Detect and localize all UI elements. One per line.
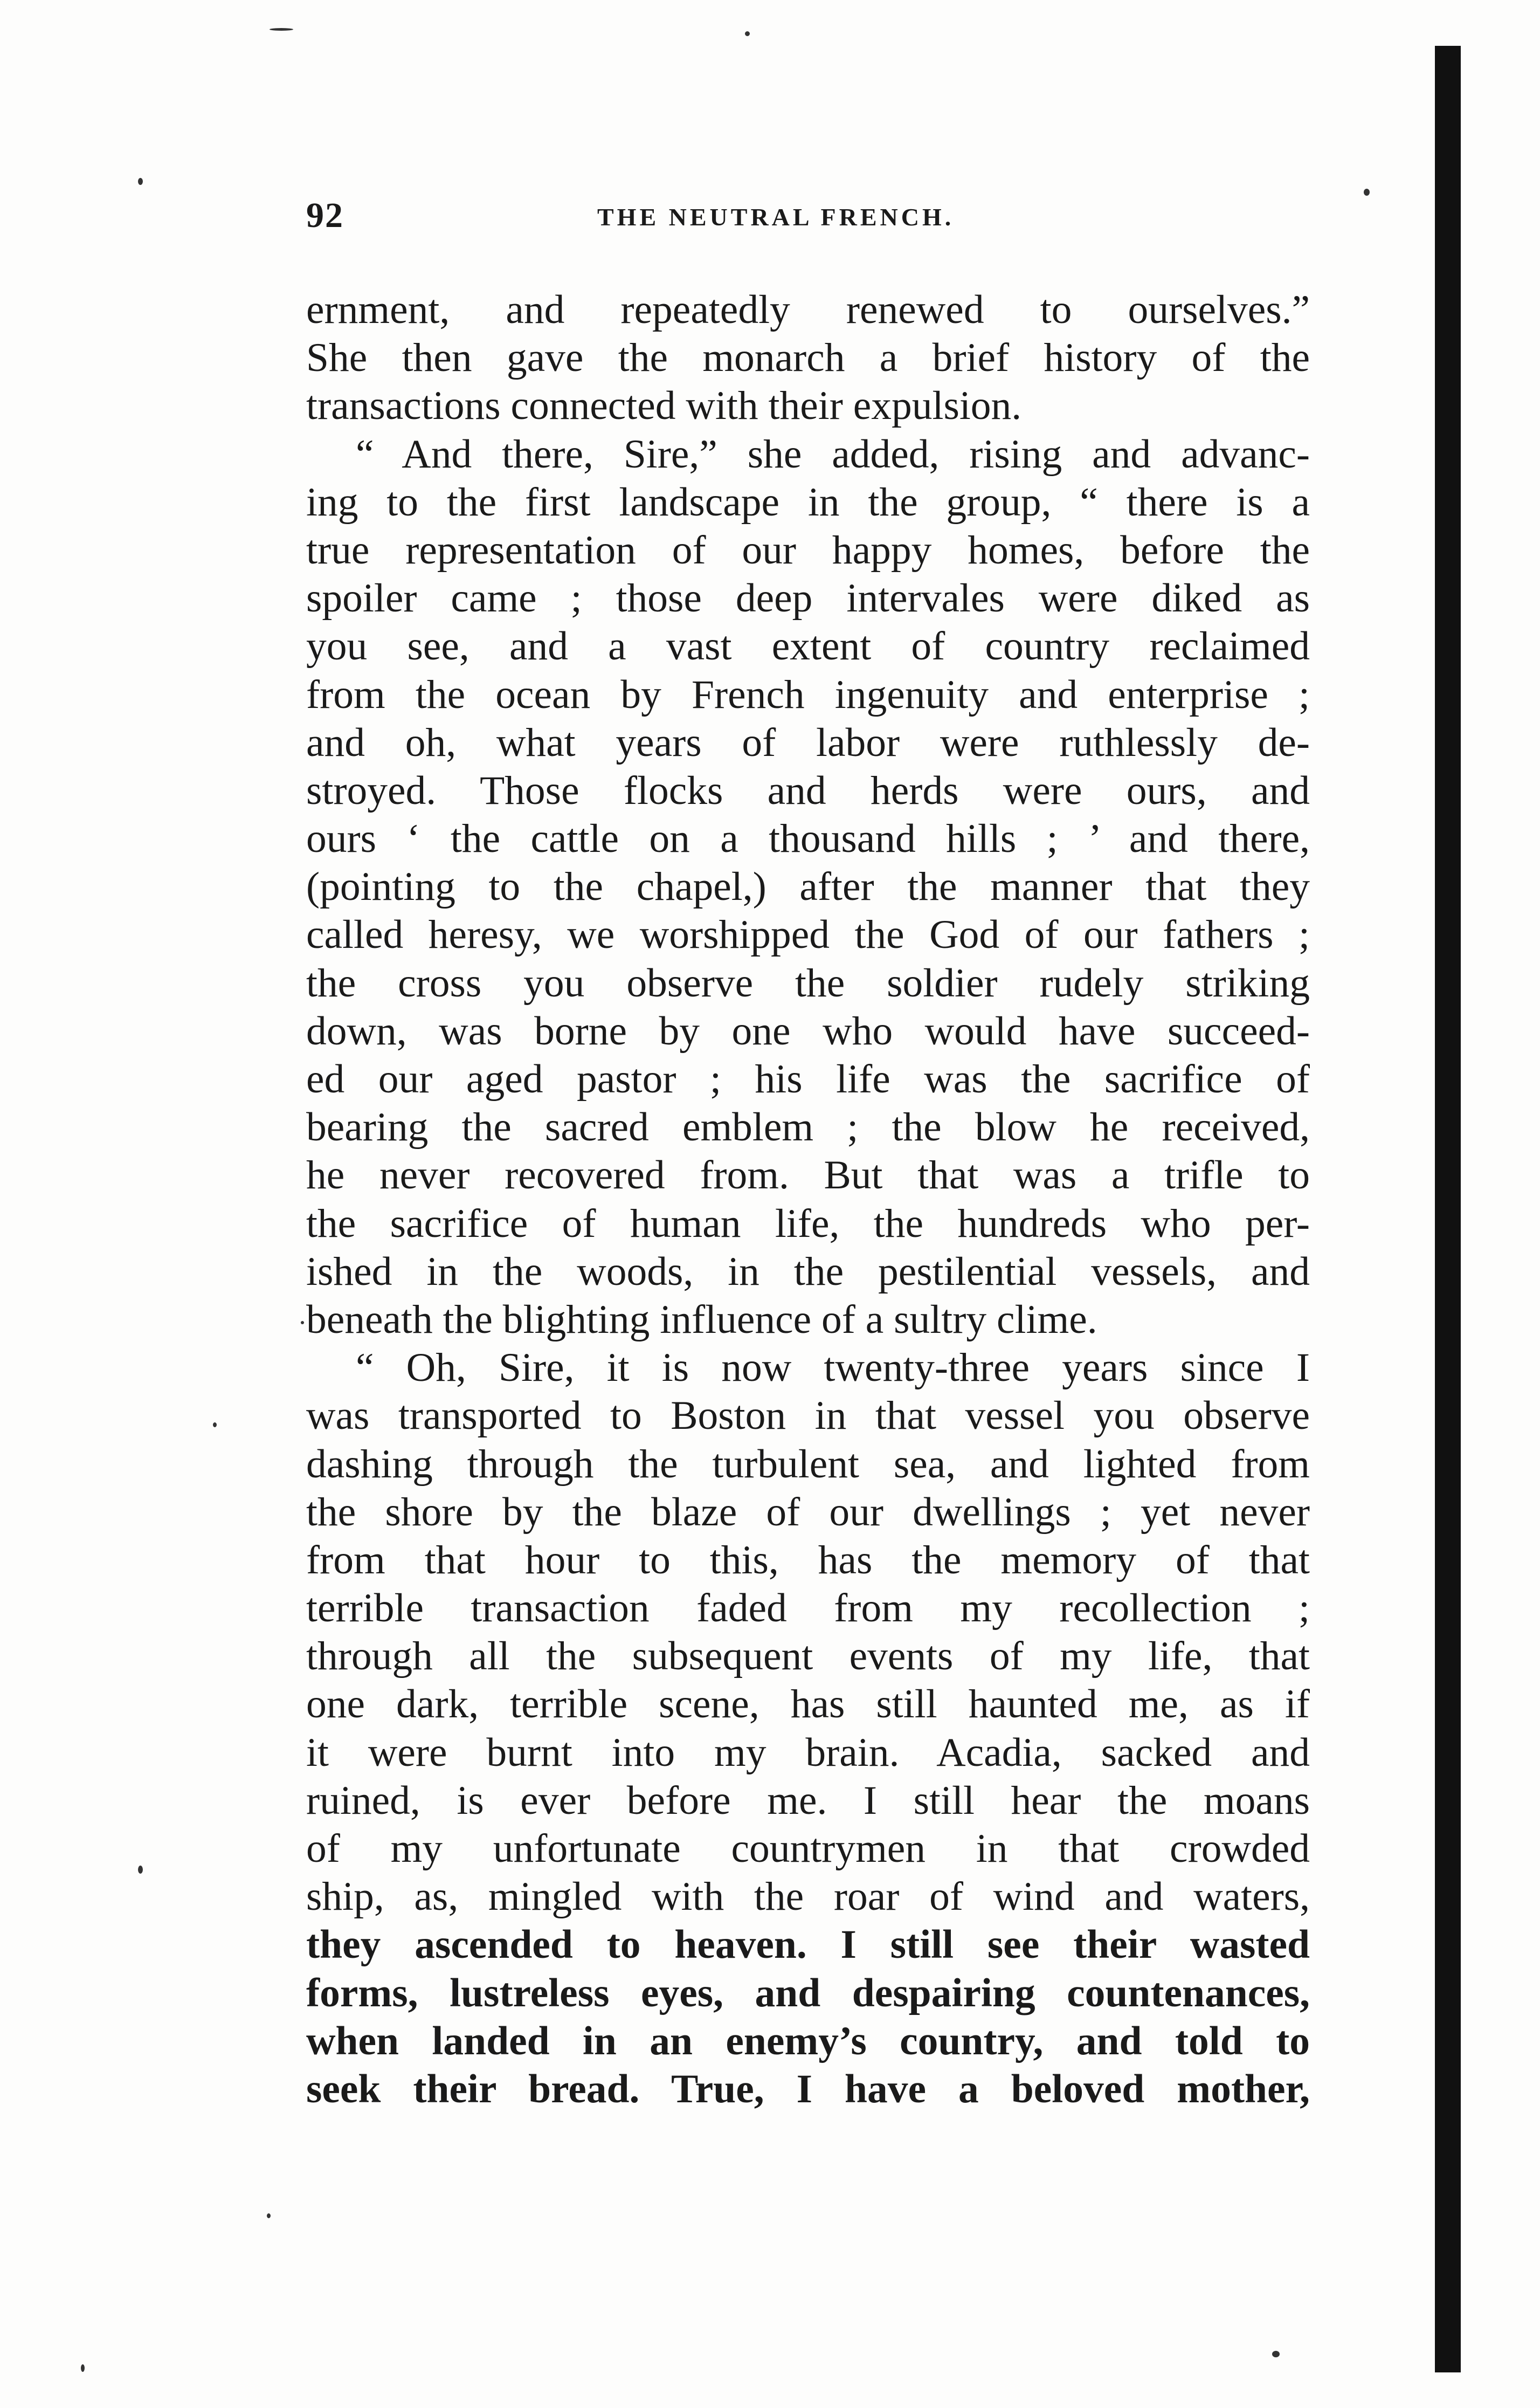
text-line: the sacrifice of human life, the hundreds who per- (306, 1201, 1310, 1246)
print-speck (1272, 2351, 1280, 2357)
text-line: ernment, and repeatedly renewed to ourselves.” (306, 287, 1310, 332)
body-text (306, 286, 1310, 2113)
text-line: ours ‘ the cattle on a thousand hills ; ’ and there, (306, 816, 1310, 862)
binding-edge (1435, 46, 1461, 2372)
text-line: from the ocean by French ingenuity and enterprise ; (306, 672, 1310, 717)
text-line: “ And there, Sire,” she added, rising and advanc- (356, 431, 1310, 477)
text-line: bearing the sacred emblem ; the blow he received, (306, 1105, 1310, 1150)
text-line: dashing through the turbulent sea, and lighted from (306, 1441, 1310, 1487)
text-line: from that hour to this, has the memory of that (306, 1537, 1310, 1583)
text-line: terrible transaction faded from my recollection ; (306, 1586, 1310, 1631)
text-line: “ Oh, Sire, it is now twenty-three years since I (356, 1345, 1310, 1391)
text-line: you see, and a vast extent of country reclaimed (306, 624, 1310, 669)
text-line: they ascended to heaven. I still see their wasted (306, 1922, 1310, 1967)
text-line: stroyed. Those flocks and herds were ours, and (306, 768, 1310, 813)
print-speck (745, 31, 750, 36)
text-line: true representation of our happy homes, before the (306, 527, 1310, 573)
print-speck (301, 1321, 304, 1324)
text-line: called heresy, we worshipped the God of our fathers ; (306, 912, 1310, 958)
page-number: 92 (306, 196, 344, 235)
print-speck (138, 178, 143, 185)
print-speck (138, 1866, 143, 1874)
text-line: seek their bread. True, I have a beloved mother, (306, 2066, 1310, 2111)
print-speck (1364, 189, 1370, 196)
text-line: down, was borne by one who would have succeed- (306, 1008, 1310, 1054)
text-line: of my unfortunate countrymen in that crowded (306, 1826, 1310, 1871)
print-speck (270, 28, 293, 31)
print-speck (81, 2364, 85, 2372)
text-line: ship, as, mingled with the roar of wind and waters, (306, 1874, 1310, 1919)
text-line: it were burnt into my brain. Acadia, sacked and (306, 1730, 1310, 1775)
text-line: he never recovered from. But that was a trifle to (306, 1153, 1310, 1198)
text-line: spoiler came ; those deep intervales were diked as (306, 576, 1310, 621)
text-line: She then gave the monarch a brief history of the (306, 335, 1310, 381)
text-line: the cross you observe the soldier rudely striking (306, 960, 1310, 1006)
print-speck (267, 2213, 271, 2218)
page-header (306, 183, 1309, 235)
text-line: ruined, is ever before me. I still hear the moans (306, 1778, 1310, 1823)
text-line: ished in the woods, in the pestilential vessels, and (306, 1249, 1310, 1294)
text-line: and oh, what years of labor were ruthlessly de- (306, 720, 1310, 765)
text-line: through all the subsequent events of my life, that (306, 1634, 1310, 1679)
running-title: THE NEUTRAL FRENCH. (597, 203, 955, 231)
text-line: forms, lustreless eyes, and despairing countenances, (306, 1970, 1310, 2015)
text-line: one dark, terrible scene, has still haunted me, as if (306, 1682, 1310, 1727)
text-line: was transported to Boston in that vessel you observe (306, 1393, 1310, 1439)
print-speck (213, 1422, 217, 1427)
text-line: when landed in an enemy’s country, and told to (306, 2018, 1310, 2063)
text-line: ing to the first landscape in the group, “ there is a (306, 479, 1310, 525)
text-line: beneath the blighting influence of a sultry clime. (306, 1297, 1097, 1342)
text-line: (pointing to the chapel,) after the manner that they (306, 864, 1310, 910)
text-line: transactions connected with their expulsion. (306, 383, 1022, 429)
text-line: ed our aged pastor ; his life was the sacrifice of (306, 1057, 1310, 1102)
text-line: the shore by the blaze of our dwellings ; yet never (306, 1489, 1310, 1535)
